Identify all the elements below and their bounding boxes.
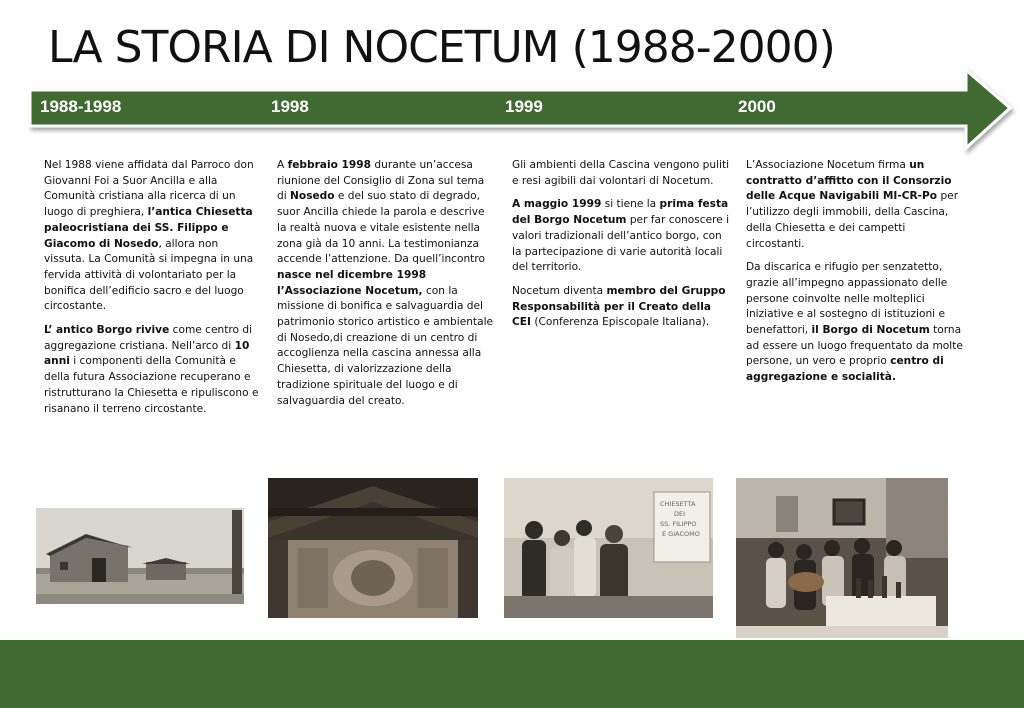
paragraph bbox=[44, 158, 262, 315]
text-run: , allora non vissuta. La Comunità si impegna in una fervida attività di volontariato per la bonifica dell’edificio sacro e del luogo circostante. bbox=[44, 237, 254, 313]
text-run: Nocetum diventa bbox=[512, 284, 607, 297]
bold-text: L’ antico Borgo rivive bbox=[44, 324, 170, 337]
column-1988-1998 bbox=[44, 158, 262, 425]
year-label-2000: 2000 bbox=[738, 97, 776, 116]
paragraph bbox=[44, 323, 262, 417]
text-run: Da discarica e rifugio per senzatetto, grazie all’impegno appassionato delle persone coinvolte nelle molteplici iniziative e al sostegno di istituzioni e benefattori, bbox=[746, 261, 948, 337]
text-run: per l’utilizzo degli immobili, della Cascina, della Chiesetta e dei campetti circostanti. bbox=[746, 190, 959, 250]
paragraph bbox=[277, 158, 495, 409]
photo-party-2000 bbox=[736, 478, 948, 638]
text-run: (Conferenza Episcopale Italiana). bbox=[530, 316, 710, 329]
year-label-1999: 1999 bbox=[505, 97, 543, 116]
photo-fresco-roof bbox=[268, 478, 478, 618]
footer-band bbox=[0, 640, 1024, 708]
text-run: torna ad essere un luogo frequentato da molte persone, un vero e proprio bbox=[746, 324, 963, 368]
column-1998 bbox=[277, 158, 495, 417]
bold-text: 10 anni bbox=[44, 339, 250, 368]
text-run: per far conoscere i valori tradizionali dell’antico borgo, con la partecipazione di varie autorità locali del territorio. bbox=[512, 214, 730, 274]
year-label-1988-1998: 1988-1998 bbox=[40, 97, 122, 116]
bold-text: Nosedo bbox=[290, 190, 335, 203]
paragraph bbox=[512, 158, 730, 189]
bold-text: membro del Gruppo Responsabilità per il Creato della CEI bbox=[512, 284, 726, 329]
paragraph bbox=[512, 197, 730, 276]
column-1999 bbox=[512, 158, 730, 339]
text-run: i componenti della Comunità e della futura Associazione recuperano e ristrutturano la Chiesetta e ripuliscono e risanano il terreno circostante. bbox=[44, 355, 259, 415]
paragraph bbox=[746, 260, 964, 386]
photo-old-chapel bbox=[36, 508, 244, 604]
page-title: LA STORIA DI NOCETUM (1988-2000) bbox=[48, 22, 835, 73]
sign-line-1: CHIESETTA bbox=[660, 500, 696, 508]
text-run: durante un’accesa riunione del Consiglio di Zona sul tema di bbox=[277, 159, 485, 203]
text-run: Gli ambienti della Cascina vengono puliti e resi agibili dai volontari di Nocetum. bbox=[512, 159, 730, 187]
sign-line-3: SS. FILIPPO bbox=[660, 520, 697, 528]
bold-text: l’antica Chiesetta paleocristiana dei SS. Filippo e Giacomo di Nosedo bbox=[44, 206, 253, 250]
bold-text: prima festa del Borgo Nocetum bbox=[512, 198, 729, 227]
bold-text: un contratto d’affitto con il Consorzio delle Acque Navigabili MI-CR-Po bbox=[746, 159, 952, 203]
photo-festival-1999 bbox=[504, 478, 713, 618]
bold-text: il Borgo di Nocetum bbox=[811, 324, 930, 337]
text-run: L’Associazione Nocetum firma bbox=[746, 159, 910, 171]
paragraph bbox=[746, 158, 964, 252]
bold-text: centro di aggregazione e socialità. bbox=[746, 355, 944, 384]
text-run: Nel 1988 viene affidata dal Parroco don Giovanni Foi a Suor Ancilla e alla Comunità cristiana alla ricerca di un luogo di preghiera, bbox=[44, 159, 254, 219]
text-run: con la missione di bonifica e salvaguardia del patrimonio storico artistico e ambientale di Nosedo,di creazione di un centro di accoglienza nella cascina annessa alla Chiesetta, di valorizzazione della tradizione spirituale del luogo e di salvaguardia del creato. bbox=[277, 284, 494, 407]
bold-text: nasce nel dicembre 1998 l’Associazione Nocetum, bbox=[277, 268, 427, 297]
paragraph bbox=[512, 284, 730, 331]
sign-line-2: DEI bbox=[674, 510, 686, 518]
sign-line-4: E GIACOMO bbox=[662, 530, 700, 538]
text-run: e del suo stato di degrado, suor Ancilla chiede la parola e descrive la realtà nuova e vitale esistente nella zona già da 10 anni. La testimonianza accende l’attenzione. Da quell’incontro bbox=[277, 190, 485, 266]
bold-text: febbraio 1998 bbox=[287, 159, 372, 171]
bold-text: A maggio 1999 bbox=[512, 198, 602, 211]
year-label-1998: 1998 bbox=[271, 97, 309, 116]
text-run: A bbox=[277, 159, 288, 171]
text-run: come centro di aggregazione cristiana. Nell’arco di bbox=[44, 324, 253, 352]
column-2000 bbox=[746, 158, 964, 394]
text-run: si tiene la bbox=[601, 198, 660, 211]
